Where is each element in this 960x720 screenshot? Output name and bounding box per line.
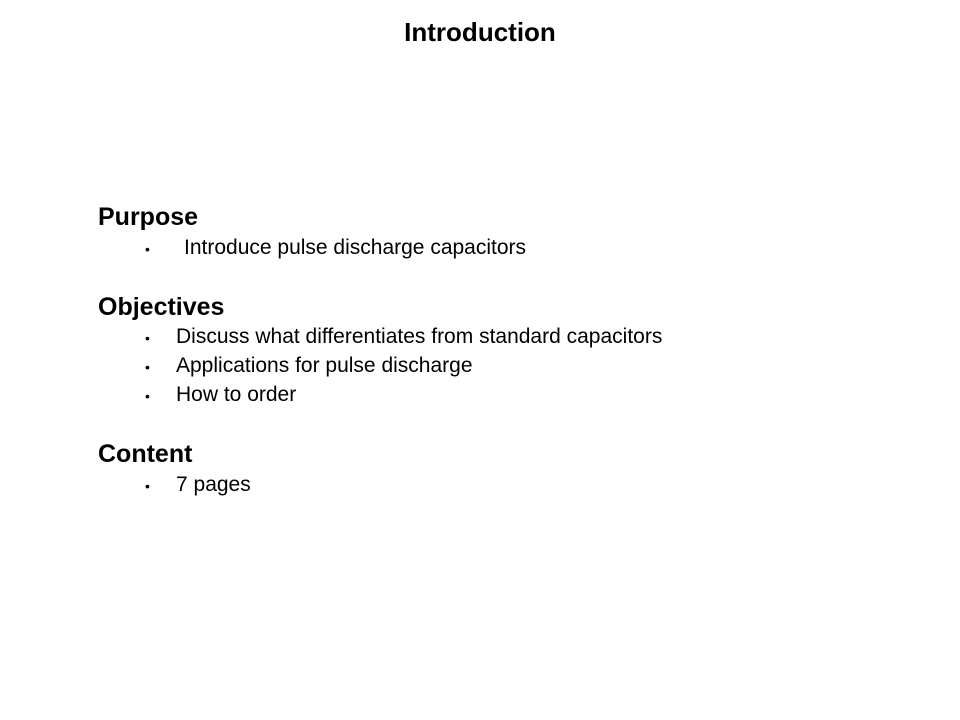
bullet-list-content [142, 470, 251, 499]
list-item [142, 233, 526, 262]
section-heading-content: Content [98, 440, 193, 468]
slide-title: Introduction [404, 17, 556, 47]
section-heading-objectives: Objectives [98, 293, 225, 321]
bullet-icon: • [145, 359, 150, 375]
bullet-list-objectives [142, 322, 662, 409]
bullet-icon: • [145, 241, 150, 257]
list-item [142, 470, 251, 499]
bullet-text: Discuss what differentiates from standard capacitors [176, 325, 663, 348]
list-item [142, 322, 662, 351]
bullet-icon: • [145, 478, 150, 494]
bullet-icon: • [145, 388, 150, 404]
bullet-list-purpose [142, 233, 526, 262]
bullet-text: Introduce pulse discharge capacitors [184, 236, 527, 259]
bullet-icon: • [145, 330, 150, 346]
bullet-text: Applications for pulse discharge [176, 354, 473, 377]
list-item [142, 380, 662, 409]
bullet-text: How to order [176, 383, 297, 406]
section-heading-purpose: Purpose [98, 203, 199, 231]
bullet-text: 7 pages [176, 473, 251, 496]
list-item [142, 351, 662, 380]
